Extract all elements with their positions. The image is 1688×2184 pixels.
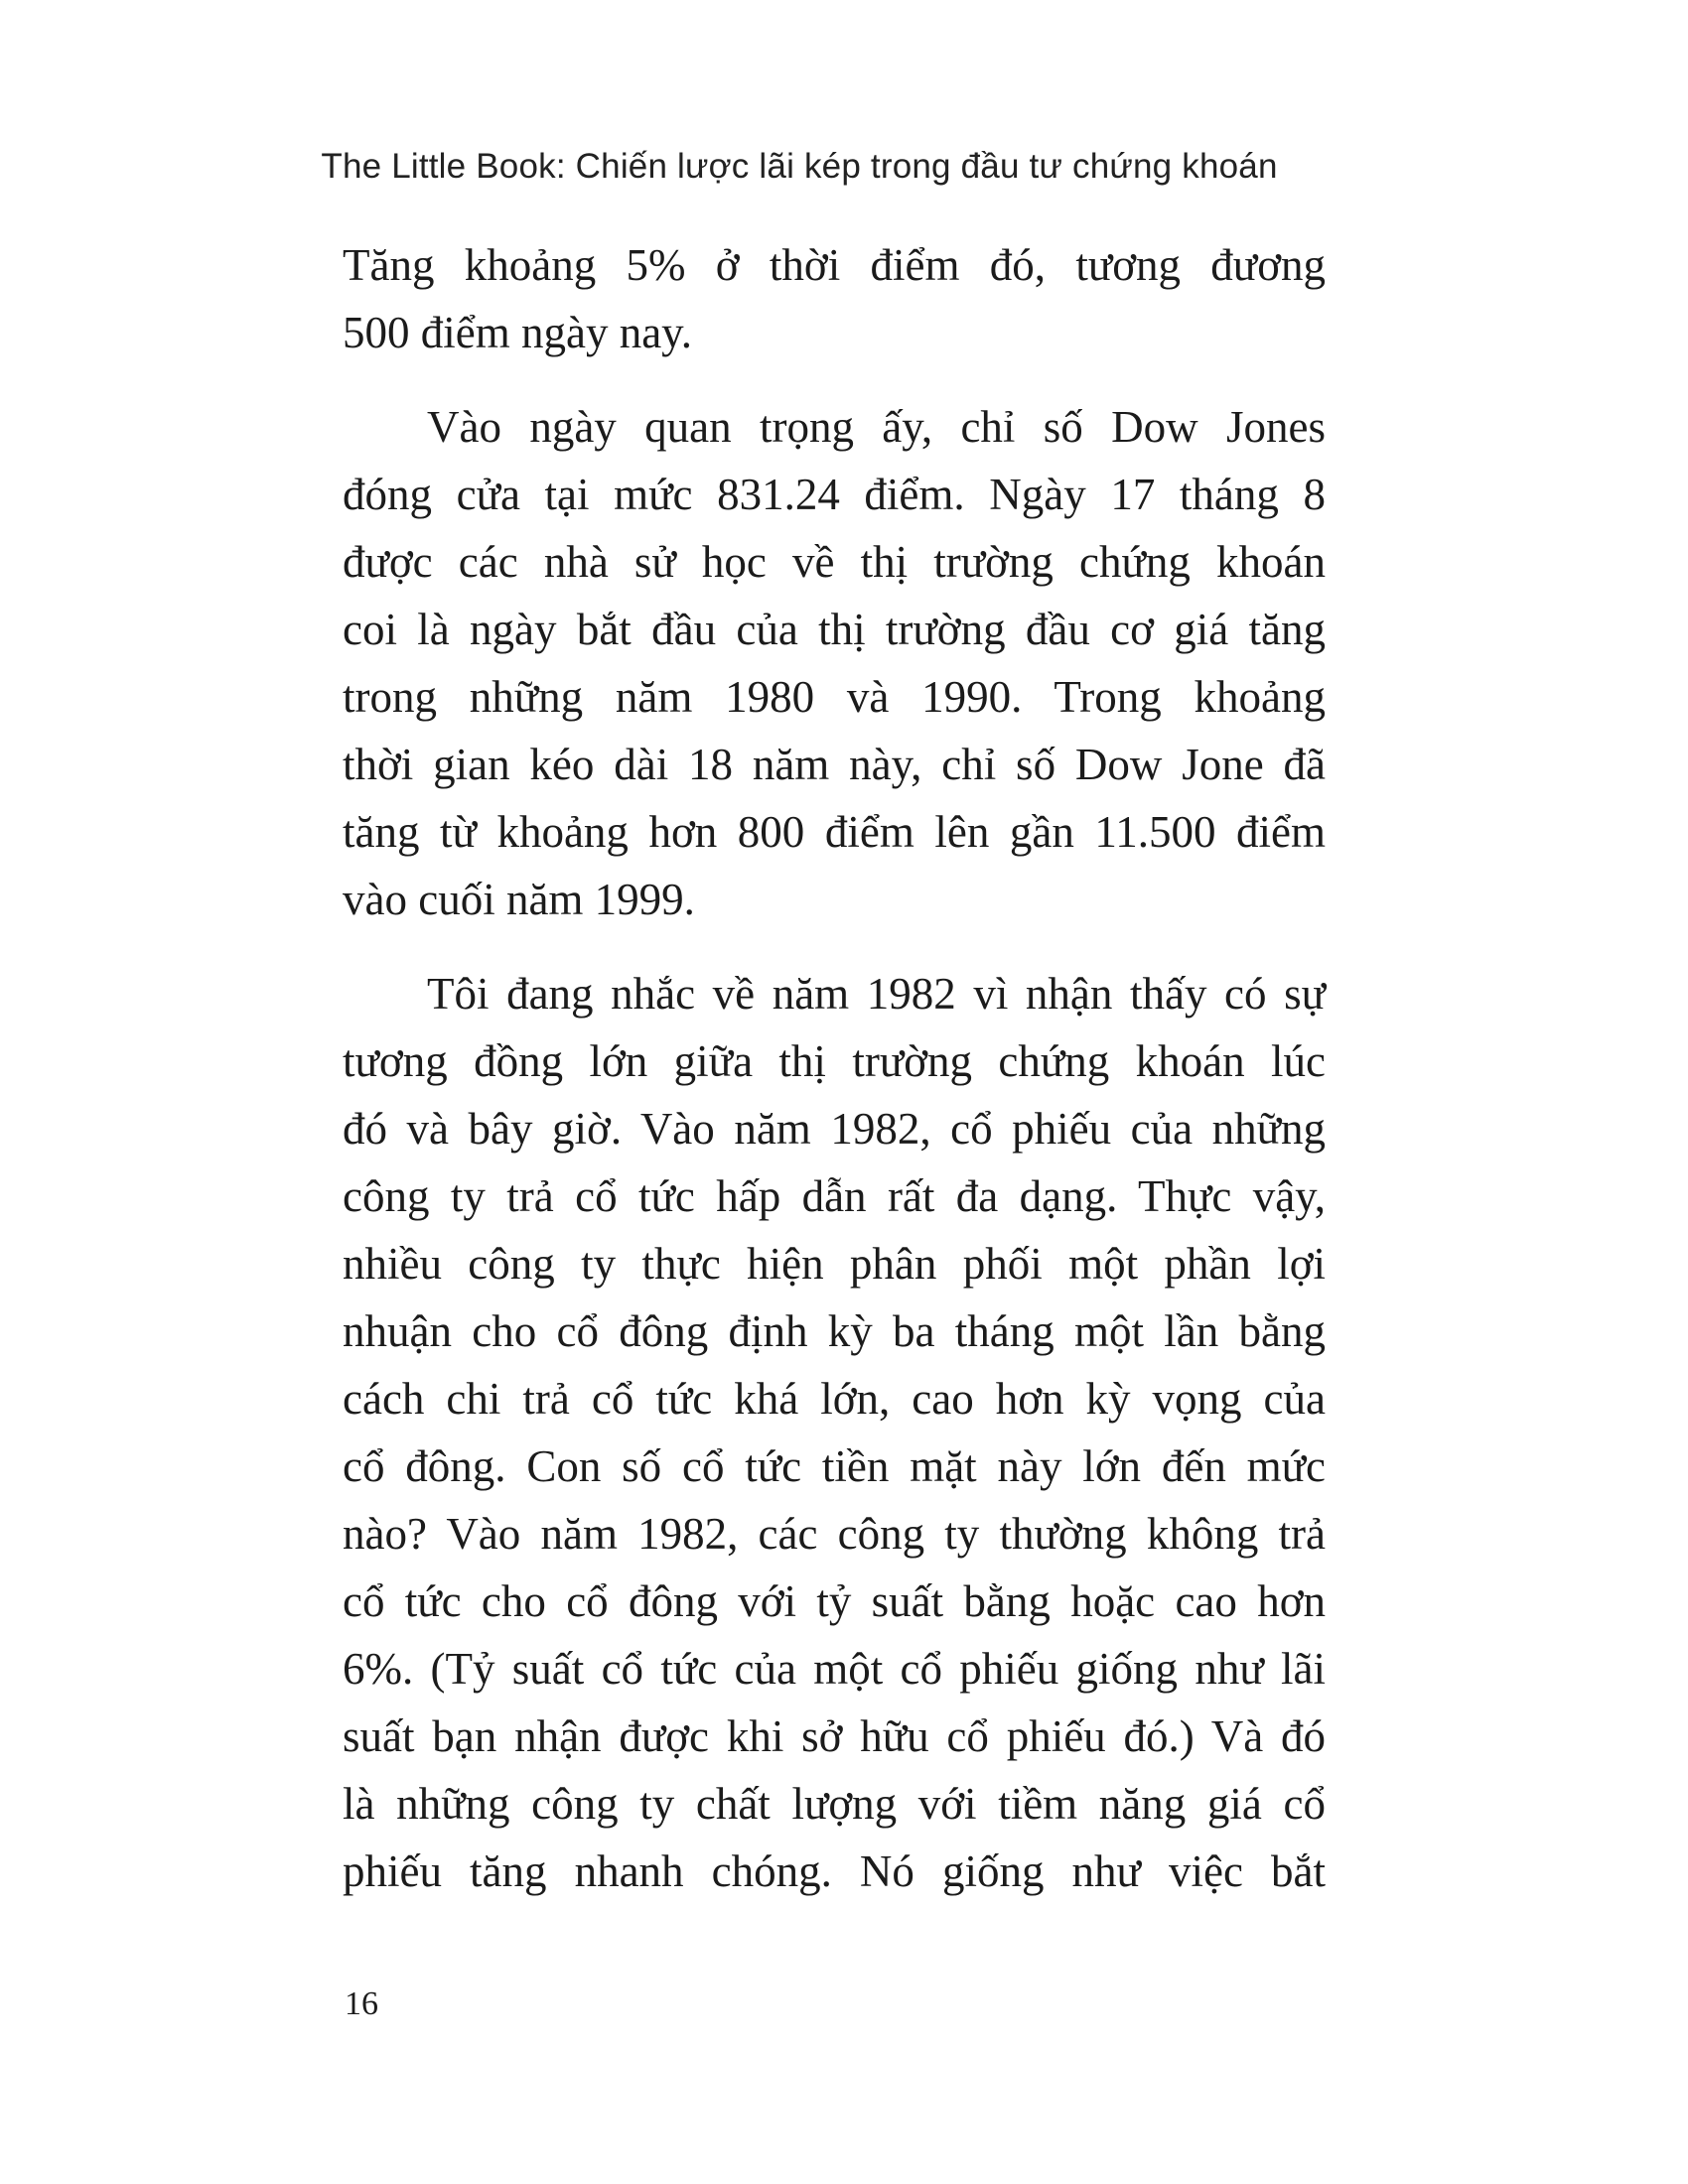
text-line: nào? Vào năm 1982, các công ty thường không trả	[343, 1509, 1326, 1559]
body-text	[343, 231, 1326, 1905]
text-line: cổ đông. Con số cổ tức tiền mặt này lớn đến mức	[343, 1441, 1326, 1491]
text-line: đóng cửa tại mức 831.24 điểm. Ngày 17 tháng 8	[343, 470, 1326, 519]
paragraph	[343, 960, 1326, 1905]
page-number: 16	[345, 1985, 378, 2022]
text-line: tương đồng lớn giữa thị trường chứng khoán lúc	[343, 1036, 1326, 1086]
text-line: 6%. (Tỷ suất cổ tức của một cổ phiếu giống như lãi	[343, 1644, 1326, 1694]
text-line: phiếu tăng nhanh chóng. Nó giống như việc bắt	[343, 1846, 1326, 1896]
text-line: nhiều công ty thực hiện phân phối một phần lợi	[343, 1239, 1326, 1289]
text-line: cổ tức cho cổ đông với tỷ suất bằng hoặc cao hơn	[343, 1576, 1326, 1626]
text-line: cách chi trả cổ tức khá lớn, cao hơn kỳ vọng của	[343, 1374, 1326, 1424]
text-line: công ty trả cổ tức hấp dẫn rất đa dạng. Thực vậy,	[343, 1171, 1326, 1221]
text-line: Tăng khoảng 5% ở thời điểm đó, tương đương	[343, 240, 1326, 290]
text-line: vào cuối năm 1999.	[343, 875, 695, 924]
text-line: suất bạn nhận được khi sở hữu cổ phiếu đó.) Và đó	[343, 1711, 1326, 1761]
text-line: được các nhà sử học về thị trường chứng khoán	[343, 537, 1326, 587]
text-line: nhuận cho cổ đông định kỳ ba tháng một lần bằng	[343, 1306, 1326, 1356]
text-line: thời gian kéo dài 18 năm này, chỉ số Dow Jone đã	[343, 740, 1326, 789]
text-line: tăng từ khoảng hơn 800 điểm lên gần 11.500 điểm	[343, 807, 1326, 857]
paragraph	[343, 231, 1326, 366]
text-line: Vào ngày quan trọng ấy, chỉ số Dow Jones	[427, 402, 1326, 452]
text-line: coi là ngày bắt đầu của thị trường đầu cơ giá tăng	[343, 605, 1326, 654]
text-line: Tôi đang nhắc về năm 1982 vì nhận thấy có sự	[427, 969, 1326, 1019]
text-line: 500 điểm ngày nay.	[343, 308, 693, 357]
running-header: The Little Book: Chiến lược lãi kép trong đầu tư chứng khoán	[321, 147, 1278, 186]
text-line: là những công ty chất lượng với tiềm năng giá cổ	[343, 1779, 1326, 1829]
text-line: đó và bây giờ. Vào năm 1982, cổ phiếu của những	[343, 1104, 1326, 1154]
paragraph	[343, 393, 1326, 933]
text-line: trong những năm 1980 và 1990. Trong khoảng	[343, 672, 1326, 722]
